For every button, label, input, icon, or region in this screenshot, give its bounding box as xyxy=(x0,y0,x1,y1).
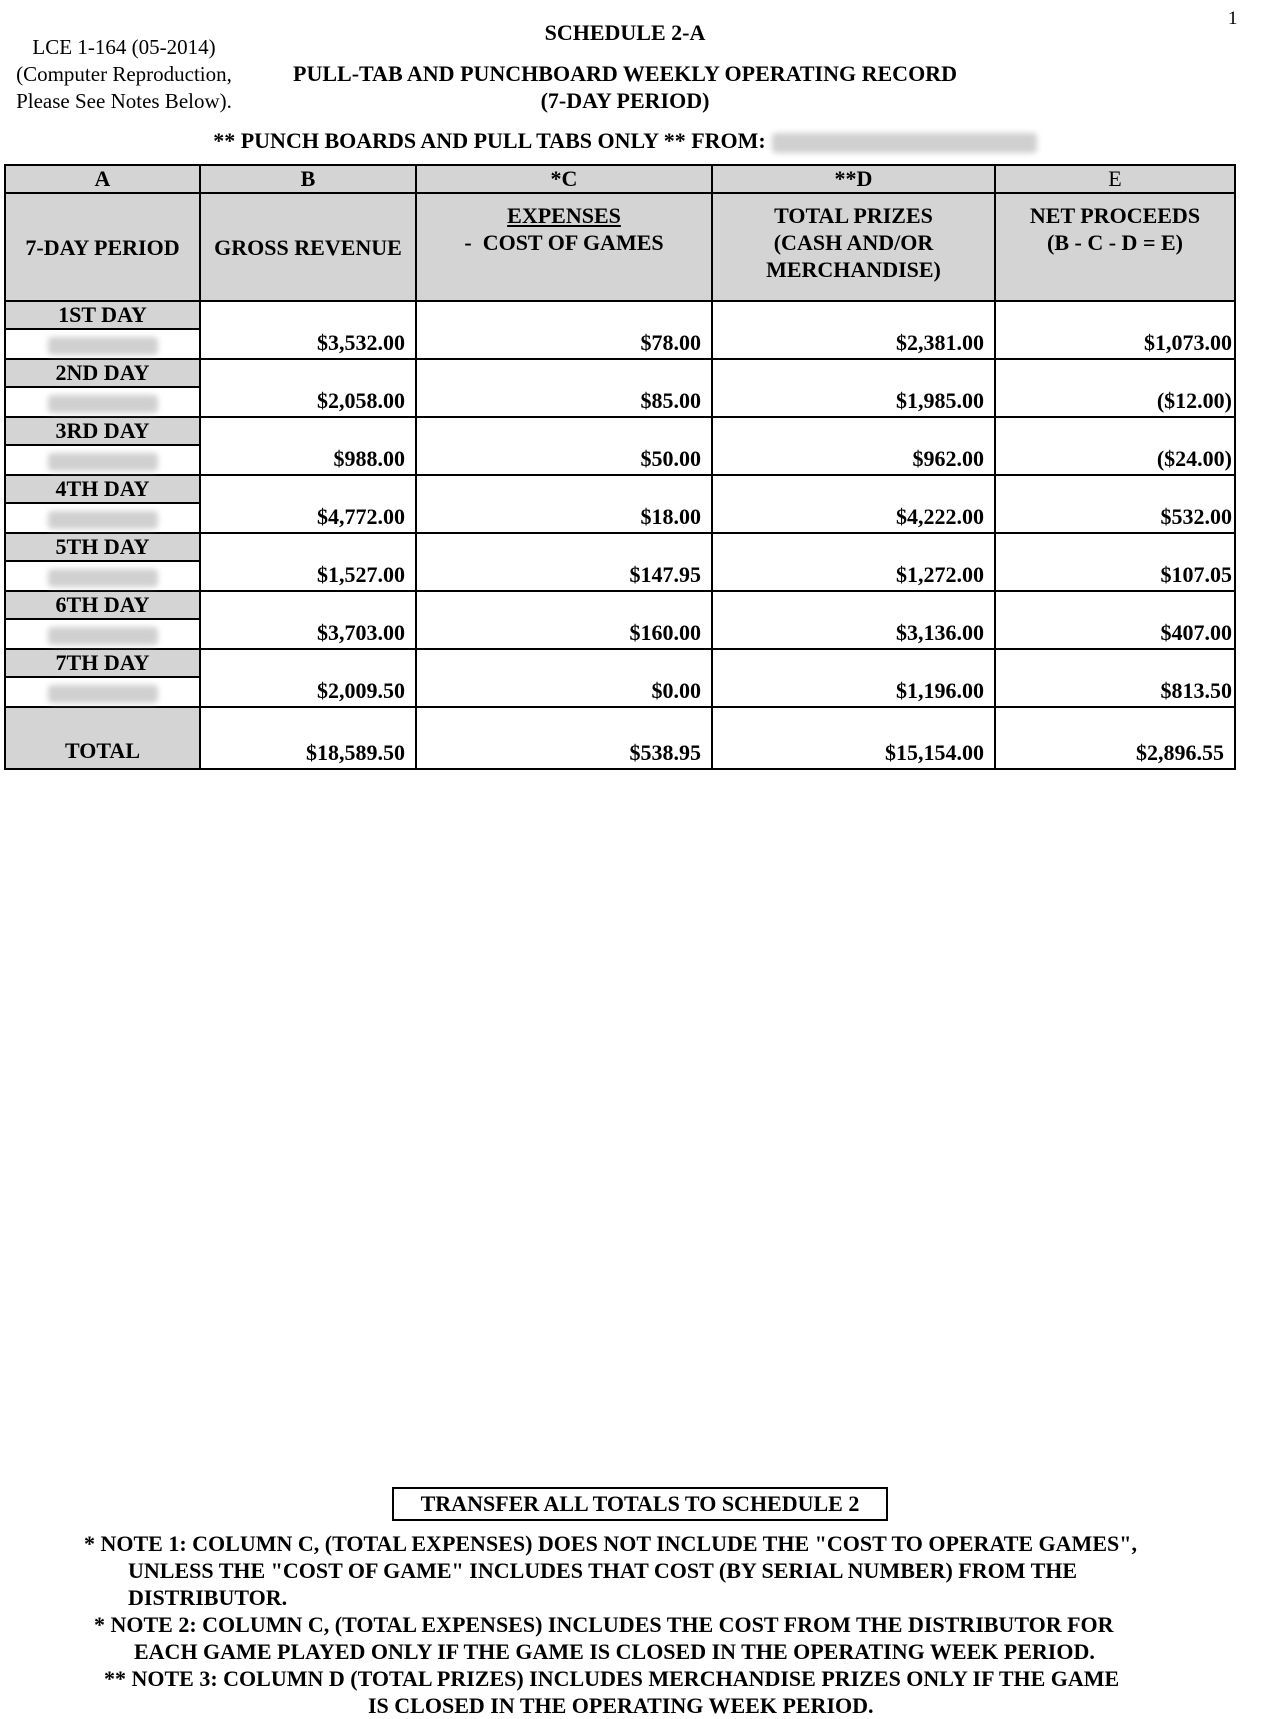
expenses-cell: $18.00 xyxy=(416,475,712,533)
column-title-e xyxy=(995,193,1235,301)
expenses-cell: $85.00 xyxy=(416,359,712,417)
column-title-d-line3: MERCHANDISE) xyxy=(766,257,941,282)
gross-revenue-cell: $1,527.00 xyxy=(200,533,416,591)
gross-revenue-cell: $2,058.00 xyxy=(200,359,416,417)
note-3-line2: IS CLOSED IN THE OPERATING WEEK PERIOD. xyxy=(368,1693,874,1718)
day-date xyxy=(5,445,200,475)
day-row xyxy=(5,301,1235,329)
note-2-line1: * NOTE 2: COLUMN C, (TOTAL EXPENSES) INCLUDES THE COST FROM THE DISTRIBUTOR FOR xyxy=(94,1612,1114,1637)
net-proceeds-cell: $407.00 xyxy=(995,591,1235,649)
expenses-cell: $147.95 xyxy=(416,533,712,591)
column-title-b: GROSS REVENUE xyxy=(200,193,416,301)
form-id-line1: LCE 1-164 (05-2014) xyxy=(32,35,216,59)
prizes-cell: $962.00 xyxy=(712,417,995,475)
day-date xyxy=(5,329,200,359)
prizes-cell: $3,136.00 xyxy=(712,591,995,649)
day-row xyxy=(5,591,1235,619)
gross-revenue-cell: $4,772.00 xyxy=(200,475,416,533)
gross-revenue-cell: $2,009.50 xyxy=(200,649,416,707)
form-id-line2: (Computer Reproduction, xyxy=(16,62,232,86)
redacted-date xyxy=(48,569,158,587)
prizes-cell: $2,381.00 xyxy=(712,301,995,359)
transfer-totals-box: TRANSFER ALL TOTALS TO SCHEDULE 2 xyxy=(392,1487,888,1521)
prizes-cell: $1,985.00 xyxy=(712,359,995,417)
column-letter-row xyxy=(5,165,1235,193)
column-title-a: 7-DAY PERIOD xyxy=(5,193,200,301)
day-label: 1ST DAY xyxy=(5,301,200,329)
net-proceeds-cell: $1,073.00 xyxy=(995,301,1235,359)
prizes-cell: $4,222.00 xyxy=(712,475,995,533)
note-1-line3: DISTRIBUTOR. xyxy=(128,1585,288,1610)
operating-record-table xyxy=(4,164,1236,770)
column-title-c-line1: EXPENSES xyxy=(507,203,621,228)
expenses-cell: $50.00 xyxy=(416,417,712,475)
from-line xyxy=(0,128,1250,154)
gross-revenue-cell: $988.00 xyxy=(200,417,416,475)
day-row xyxy=(5,533,1235,561)
column-title-e-line2: (B - C - D = E) xyxy=(1047,230,1183,255)
note-1-line2: UNLESS THE "COST OF GAME" INCLUDES THAT COST (BY SERIAL NUMBER) FROM THE xyxy=(128,1558,1078,1583)
day-row xyxy=(5,417,1235,445)
redacted-date xyxy=(48,337,158,355)
form-id-line3: Please See Notes Below). xyxy=(16,89,232,113)
net-proceeds-cell: $532.00 xyxy=(995,475,1235,533)
total-gross-revenue: $18,589.50 xyxy=(200,707,416,769)
column-title-e-line1: NET PROCEEDS xyxy=(1029,203,1201,228)
day-label: 3RD DAY xyxy=(5,417,200,445)
note-3-line1: ** NOTE 3: COLUMN D (TOTAL PRIZES) INCLUDES MERCHANDISE PRIZES ONLY IF THE GAME xyxy=(104,1666,1120,1691)
column-letter-d: **D xyxy=(712,165,995,193)
note-2-line2: EACH GAME PLAYED ONLY IF THE GAME IS CLOSED IN THE OPERATING WEEK PERIOD. xyxy=(134,1639,1095,1664)
column-letter-a: A xyxy=(5,165,200,193)
page-number: 1 xyxy=(1228,8,1238,29)
total-net-proceeds: $2,896.55 xyxy=(995,707,1235,769)
total-prizes: $15,154.00 xyxy=(712,707,995,769)
column-title-c-line2: - COST OF GAMES xyxy=(464,230,664,255)
day-date xyxy=(5,619,200,649)
redacted-date xyxy=(48,627,158,645)
gross-revenue-cell: $3,703.00 xyxy=(200,591,416,649)
expenses-cell: $78.00 xyxy=(416,301,712,359)
column-title-c xyxy=(416,193,712,301)
day-date xyxy=(5,503,200,533)
day-row xyxy=(5,359,1235,387)
total-expenses: $538.95 xyxy=(416,707,712,769)
redacted-date-range xyxy=(772,133,1037,153)
expenses-cell: $0.00 xyxy=(416,649,712,707)
day-date xyxy=(5,561,200,591)
net-proceeds-cell: ($24.00) xyxy=(995,417,1235,475)
gross-revenue-cell: $3,532.00 xyxy=(200,301,416,359)
redacted-date xyxy=(48,685,158,703)
main-title-line1: PULL-TAB AND PUNCHBOARD WEEKLY OPERATING RECORD xyxy=(293,61,957,86)
redacted-date xyxy=(48,453,158,471)
day-row xyxy=(5,649,1235,677)
day-label: 7TH DAY xyxy=(5,649,200,677)
day-label: 4TH DAY xyxy=(5,475,200,503)
total-row xyxy=(5,707,1235,769)
main-title xyxy=(0,60,1250,114)
total-label: TOTAL xyxy=(5,707,200,769)
schedule-title: SCHEDULE 2-A xyxy=(544,20,706,45)
net-proceeds-cell: $813.50 xyxy=(995,649,1235,707)
note-1-line1: * NOTE 1: COLUMN C, (TOTAL EXPENSES) DOES NOT INCLUDE THE "COST TO OPERATE GAMES", xyxy=(84,1531,1137,1556)
net-proceeds-cell: ($12.00) xyxy=(995,359,1235,417)
prizes-cell: $1,272.00 xyxy=(712,533,995,591)
column-title-row xyxy=(5,193,1235,301)
day-label: 5TH DAY xyxy=(5,533,200,561)
day-label: 6TH DAY xyxy=(5,591,200,619)
column-letter-e: E xyxy=(995,165,1235,193)
day-date xyxy=(5,677,200,707)
day-row xyxy=(5,475,1235,503)
column-title-d-line2: (CASH AND/OR xyxy=(773,230,934,255)
redacted-date xyxy=(48,511,158,529)
from-label: ** PUNCH BOARDS AND PULL TABS ONLY ** FROM: xyxy=(213,128,766,153)
day-label: 2ND DAY xyxy=(5,359,200,387)
main-title-line2: (7-DAY PERIOD) xyxy=(540,88,710,113)
column-letter-b: B xyxy=(200,165,416,193)
column-title-d xyxy=(712,193,995,301)
net-proceeds-cell: $107.05 xyxy=(995,533,1235,591)
prizes-cell: $1,196.00 xyxy=(712,649,995,707)
day-date xyxy=(5,387,200,417)
column-letter-c: *C xyxy=(416,165,712,193)
expenses-cell: $160.00 xyxy=(416,591,712,649)
column-title-d-line1: TOTAL PRIZES xyxy=(774,203,933,228)
redacted-date xyxy=(48,395,158,413)
